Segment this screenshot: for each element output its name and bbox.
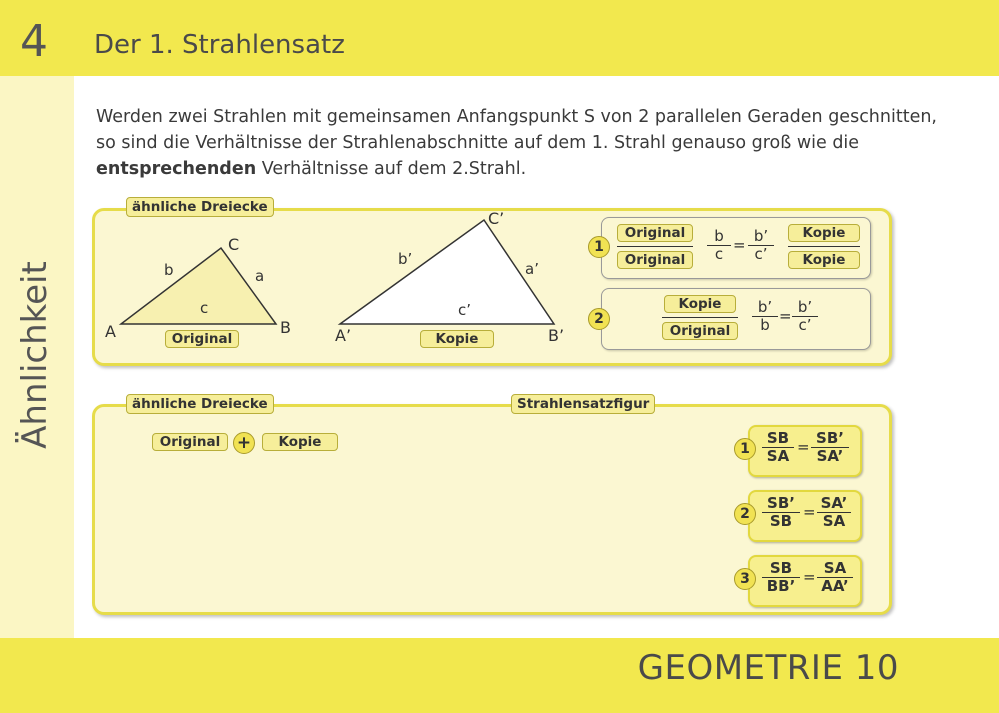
formula3-frac2: $\frac{SA}{AA’}$ (817, 560, 853, 595)
formula1-number: 1 (734, 438, 756, 460)
kopie-tag: Kopie (262, 433, 338, 451)
rule1-line1 (617, 246, 693, 247)
panel2-tag1: ähnliche Dreiecke (126, 394, 274, 414)
formula1-frac2: $\frac{SB’}{SA’}$ (811, 430, 849, 465)
rule2-frac2: $\frac{b’}{c’}$ (792, 299, 818, 334)
rule2-tag1: Kopie (664, 295, 736, 313)
t2-B: B’ (548, 326, 565, 345)
formula2-frac1: $\frac{SB’}{SB}$ (762, 495, 800, 530)
triangle-copy (340, 220, 554, 324)
t2-A: A’ (335, 326, 352, 345)
t2-a: a’ (525, 260, 539, 278)
chapter-number: 4 (20, 16, 48, 67)
rule2-eq: = (779, 307, 792, 325)
label-original: Original (165, 330, 239, 348)
t2-b: b’ (398, 250, 413, 268)
formula3-frac1: $\frac{SB}{BB’}$ (762, 560, 800, 595)
t1-b: b (164, 261, 174, 279)
panel1-tag: ähnliche Dreiecke (126, 197, 274, 217)
t2-C: C’ (488, 209, 505, 228)
intro-bold: entsprechenden (96, 159, 257, 179)
intro-part1: Werden zwei Strahlen mit gemeinsamen Anfangspunkt S von 2 parallelen Geraden geschnitten, so sind die Verhältnisse der Strahlenabschnitte auf dem 1. Strahl genauso groß wie die (96, 107, 937, 153)
t1-a: a (255, 267, 265, 285)
formula2-eq: = (803, 503, 816, 521)
intro-part2: Verhältnisse auf dem 2.Strahl. (256, 159, 527, 179)
rule2-number: 2 (588, 308, 610, 330)
t1-c: c (200, 299, 209, 317)
plus-icon: + (233, 432, 255, 454)
rule2-frac1: $\frac{b’}{b}$ (752, 299, 778, 334)
page-title: Der 1. Strahlensatz (94, 30, 345, 60)
t1-A: A (105, 322, 116, 341)
rule1-frac1: $\frac{b}{c}$ (707, 228, 731, 263)
formula3-eq: = (803, 568, 816, 586)
label-kopie: Kopie (420, 330, 494, 348)
rule1-eq: = (733, 236, 746, 254)
triangle-original (121, 248, 276, 324)
rule2-tag2: Original (662, 322, 738, 340)
rule1-tag2: Original (617, 251, 693, 269)
rule1-tag1: Original (617, 224, 693, 242)
rule2-box (601, 288, 871, 350)
rule1-tag4: Kopie (788, 251, 860, 269)
brand-label: GEOMETRIE 10 (637, 648, 899, 688)
rule2-line (662, 317, 738, 318)
panel2-tag2: Strahlensatzfigur (511, 394, 655, 414)
original-tag: Original (152, 433, 228, 451)
side-label: Ähnlichkeit (15, 261, 55, 449)
rule1-line2 (788, 246, 860, 247)
rule1-tag3: Kopie (788, 224, 860, 242)
formula1-frac1: $\frac{SB}{SA}$ (762, 430, 794, 465)
formula1-eq: = (797, 438, 810, 456)
rule1-number: 1 (588, 236, 610, 258)
t1-B: B (280, 318, 291, 337)
formula3-number: 3 (734, 568, 756, 590)
formula2-number: 2 (734, 503, 756, 525)
t1-C: C (228, 235, 240, 254)
t2-c: c’ (458, 301, 472, 319)
rule1-frac2: $\frac{b’}{c’}$ (748, 228, 774, 263)
formula2-frac2: $\frac{SA’}{SA}$ (817, 495, 851, 530)
